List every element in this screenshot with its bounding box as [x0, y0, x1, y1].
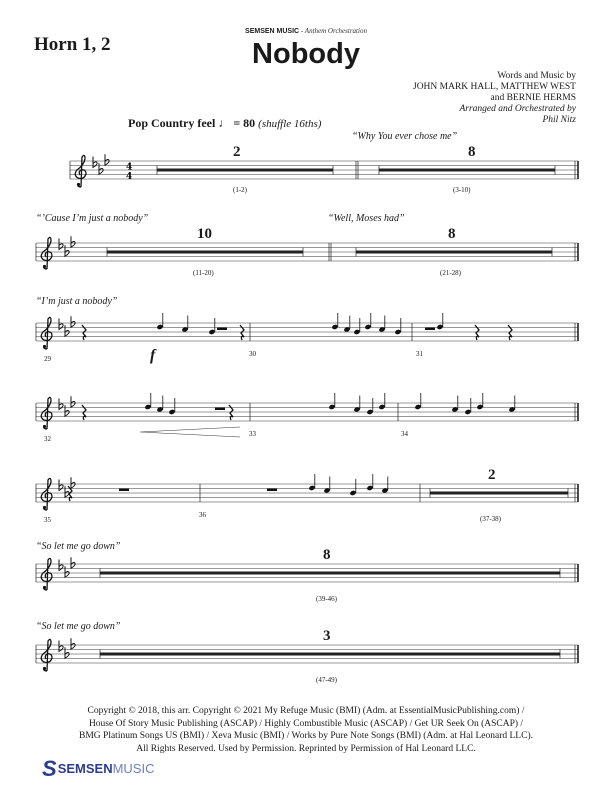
dynamic-forte: f	[150, 347, 156, 364]
multirest-range: (11-20)	[193, 269, 214, 277]
treble-clef-icon	[41, 397, 52, 429]
flat-icon	[71, 316, 75, 327]
treble-clef-icon	[41, 237, 52, 269]
whole-rest	[267, 489, 277, 492]
multirest-count: 10	[197, 226, 212, 242]
treble-clef-icon	[43, 265, 46, 268]
copyright-line: All Rights Reserved. Used by Permission. Reprinted by Permission of Hal Leonard LLC.	[136, 743, 476, 754]
flat-icon	[59, 239, 63, 250]
publisher: SEMSEN MUSIC	[245, 28, 300, 35]
multimeasure-rest	[100, 653, 560, 656]
credit-line: Words and Music by	[497, 71, 576, 81]
multirest-range: (21-28)	[440, 269, 461, 277]
copyright-line: BMG Platinum Songs US (BMI) / Xeva Music (BMI) / Works by Pure Note Songs (BMI) (Adm. at Hal Leonard LLC).	[79, 731, 533, 741]
lyric-cue: “Well, Moses had”	[328, 213, 405, 224]
treble-clef-icon	[43, 425, 46, 428]
flat-icon	[59, 641, 63, 652]
treble-clef-icon	[43, 345, 46, 348]
lyric-cue: “I’m just a nobody”	[36, 296, 118, 307]
multimeasure-rest	[430, 492, 568, 495]
treble-clef-icon	[41, 317, 52, 349]
tempo-label: Pop Country feel	[128, 116, 216, 130]
measure-number: 32	[44, 435, 51, 443]
flat-icon	[65, 325, 69, 336]
logo-text: SEMSEN	[57, 761, 113, 776]
flat-icon	[65, 647, 69, 658]
multirest-count: 2	[488, 467, 496, 483]
multirest-count: 3	[323, 628, 331, 644]
lyric-cue: “So let me go down”	[36, 621, 121, 632]
flat-icon	[59, 319, 63, 330]
time-signature: 4	[126, 171, 133, 182]
tempo-value: = 80	[233, 116, 256, 130]
flat-icon	[59, 480, 63, 491]
multirest-range: (1-2)	[233, 186, 247, 194]
flat-icon	[99, 163, 103, 174]
multirest-count: 8	[448, 226, 456, 242]
measure-number: 36	[199, 511, 206, 519]
multirest-count: 2	[233, 144, 241, 160]
multirest-range: (47-49)	[316, 676, 337, 684]
multirest-range: (37-38)	[480, 515, 501, 523]
treble-clef-icon	[43, 667, 46, 670]
whole-rest	[119, 489, 129, 492]
flat-icon	[71, 638, 75, 649]
logo-s-icon: S	[42, 756, 57, 781]
multimeasure-rest	[356, 251, 552, 254]
treble-clef-icon	[43, 506, 46, 509]
whole-rest	[215, 408, 225, 411]
multimeasure-rest	[100, 572, 560, 575]
part-name: Horn 1, 2	[34, 34, 111, 55]
copyright	[0, 705, 612, 755]
arranger-label: Arranged and Orchestrated by	[459, 104, 576, 114]
measure-number: 31	[416, 350, 423, 358]
measure-number: 34	[401, 430, 408, 438]
flat-icon	[65, 486, 69, 497]
flat-icon	[65, 405, 69, 416]
whole-rest	[425, 328, 435, 331]
measure-number: 33	[249, 430, 256, 438]
measure-number: 29	[44, 355, 51, 363]
flat-icon	[59, 399, 63, 410]
copyright-line: House Of Story Music Publishing (ASCAP) / Highly Combustible Music (ASCAP) / Get UR Seek On (ASCAP) /	[88, 718, 524, 729]
flat-icon	[65, 566, 69, 577]
flat-icon	[105, 154, 109, 165]
multimeasure-rest	[107, 251, 303, 254]
treble-clef-icon	[41, 639, 52, 671]
multirest-range: (3-10)	[453, 186, 471, 194]
treble-clef-icon	[43, 586, 46, 589]
flat-icon	[59, 560, 63, 571]
treble-clef-icon	[41, 558, 52, 590]
whole-rest	[217, 328, 227, 331]
copyright-line: Copyright © 2018, this arr. Copyright © 2021 My Refuge Music (BMI) (Adm. at EssentialMusicPublishing.com) /	[87, 706, 525, 716]
treble-clef-icon	[41, 478, 52, 510]
lyric-cue: “Why You ever chose me”	[352, 131, 458, 142]
multimeasure-rest	[379, 169, 555, 172]
flat-icon	[65, 245, 69, 256]
crescendo-hairpin	[140, 427, 240, 437]
multimeasure-rest	[157, 169, 333, 172]
flat-icon	[71, 477, 75, 488]
flat-icon	[93, 157, 97, 168]
flat-icon	[71, 557, 75, 568]
logo-text: MUSIC	[112, 761, 155, 776]
semsen-logo	[42, 758, 154, 780]
series: - Anthem Orchestration	[299, 27, 367, 35]
measure-number: 30	[249, 350, 256, 358]
flat-icon	[71, 236, 75, 247]
quarter-note-icon: ♩	[218, 116, 231, 130]
arranger-name: Phil Nitz	[542, 115, 576, 125]
lyric-cue: “So let me go down”	[36, 541, 121, 552]
credit-line: JOHN MARK HALL, MATTHEW WEST	[413, 82, 576, 92]
measure-number: 35	[44, 516, 51, 524]
flat-icon	[71, 396, 75, 407]
time-signature: 4	[126, 162, 133, 173]
multirest-count: 8	[323, 547, 331, 563]
multirest-range: (39-46)	[316, 595, 337, 603]
treble-clef-icon	[75, 155, 86, 187]
lyric-cue: “’Cause I’m just a nobody”	[36, 213, 149, 224]
multirest-count: 8	[468, 144, 476, 160]
tempo-note: (shuffle 16ths)	[258, 118, 322, 130]
song-title: Nobody	[252, 38, 360, 70]
credit-line: and BERNIE HERMS	[490, 93, 576, 103]
treble-clef-icon	[77, 183, 80, 186]
